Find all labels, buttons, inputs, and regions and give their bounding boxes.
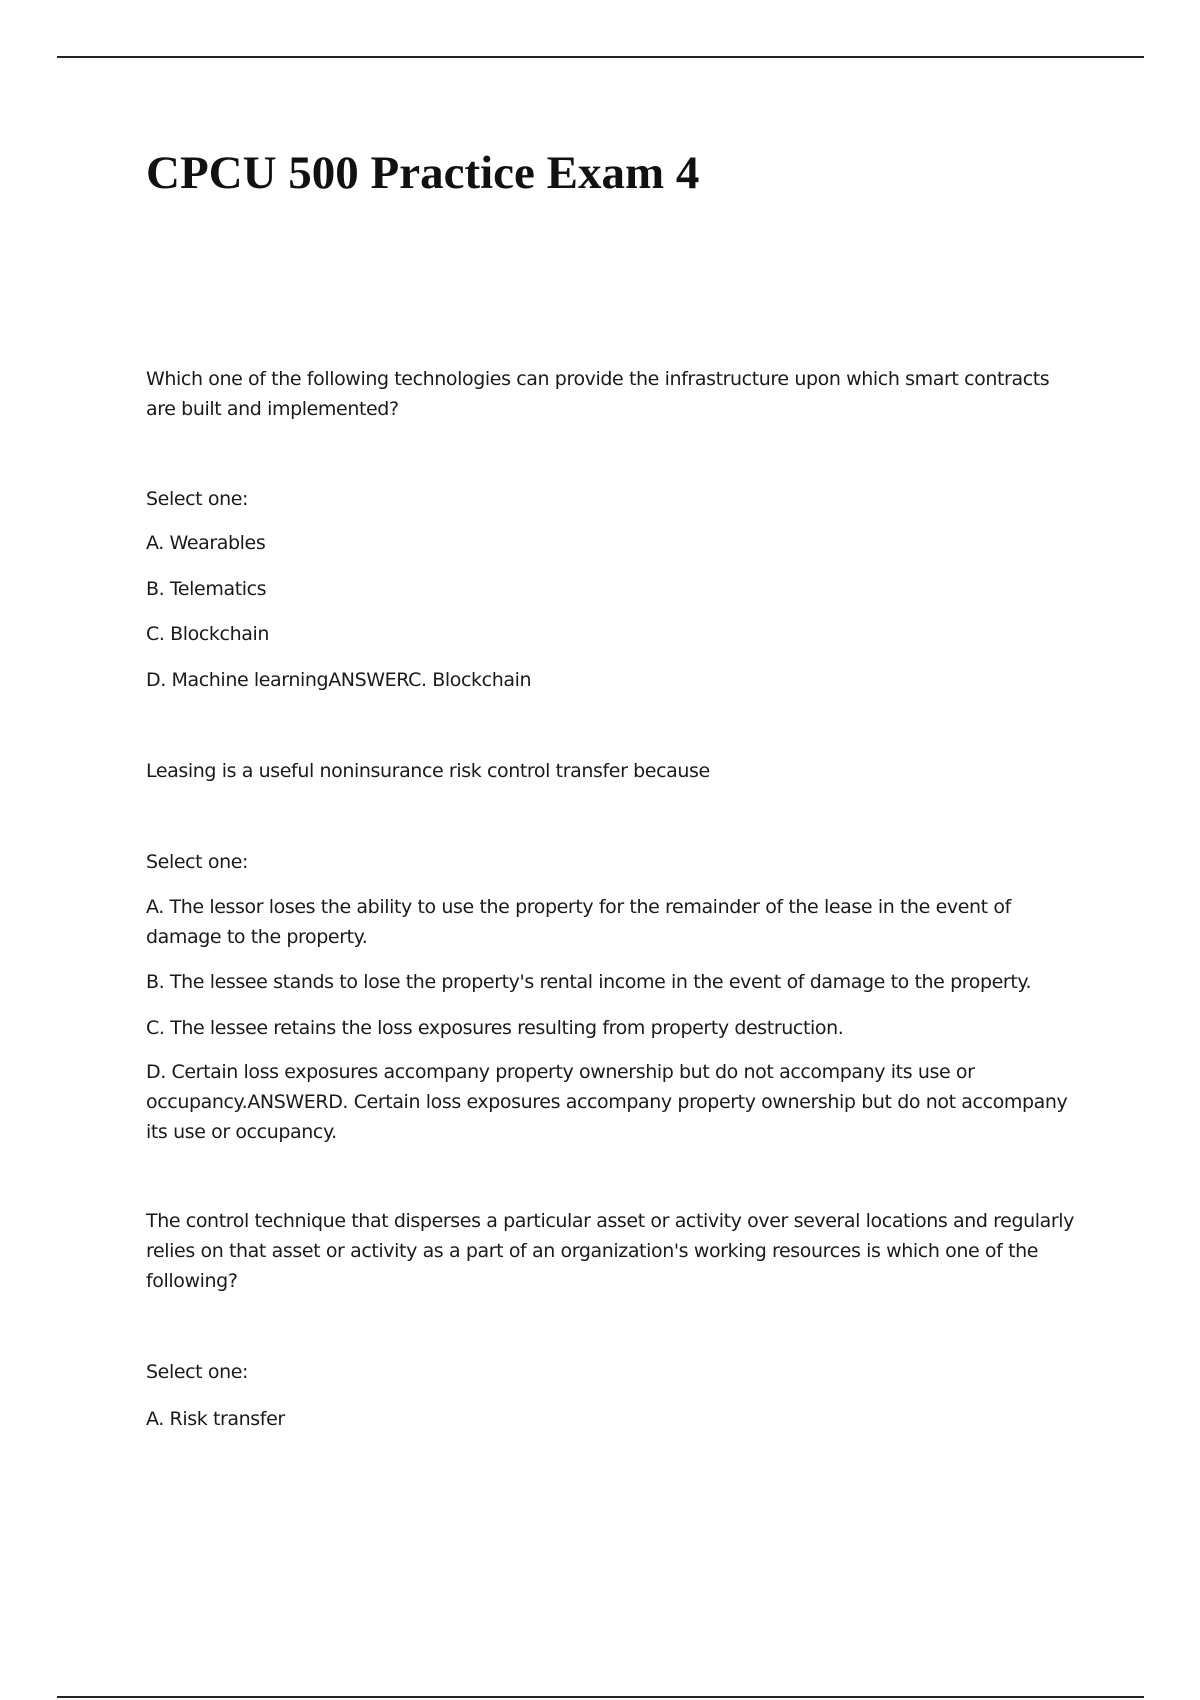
question-prompt: Leasing is a useful noninsurance risk control transfer because — [146, 760, 710, 782]
select-one-label: Select one: — [146, 1361, 249, 1383]
top-rule — [57, 56, 1144, 58]
question-2-option-a-row — [146, 892, 1076, 952]
question-prompt: The control technique that disperses a particular asset or activity over several locations and regularly relies on that asset or activity as a part of an organization's working resources is which one of the following? — [146, 1210, 1075, 1292]
select-one-label: Select one: — [146, 488, 249, 510]
option-item: C. Blockchain — [146, 623, 269, 645]
question-3-option-a-row — [146, 1404, 1076, 1434]
question-prompt: Which one of the following technologies can provide the infrastructure upon which smart contracts are built and implemented? — [146, 368, 1050, 420]
question-3 — [146, 1206, 1076, 1296]
question-1-option-a-row — [146, 528, 1076, 558]
question-1-option-d-row — [146, 665, 1076, 695]
question-2-option-d-row — [146, 1057, 1076, 1147]
bottom-rule — [57, 1696, 1144, 1698]
page-title: CPCU 500 Practice Exam 4 — [146, 147, 700, 199]
question-2 — [146, 756, 1076, 786]
question-1-select-label — [146, 484, 1076, 514]
option-item: B. Telematics — [146, 578, 267, 600]
option-item-with-answer: D. Certain loss exposures accompany property ownership but do not accompany its use or occupancy.ANSWERD. Certain loss exposures accompany property ownership but do not accompany its use or occupancy. — [146, 1061, 1068, 1143]
option-item: A. The lessor loses the ability to use the property for the remainder of the lease in the event of damage to the property. — [146, 896, 1011, 948]
question-1-option-b-row — [146, 574, 1076, 604]
option-item: C. The lessee retains the loss exposures resulting from property destruction. — [146, 1017, 844, 1039]
question-1 — [146, 364, 1076, 424]
question-2-select-label — [146, 847, 1076, 877]
option-item: A. Risk transfer — [146, 1408, 285, 1430]
question-2-option-b-row — [146, 967, 1076, 997]
option-item-with-answer: D. Machine learningANSWERC. Blockchain — [146, 669, 532, 691]
select-one-label: Select one: — [146, 851, 249, 873]
question-3-select-label — [146, 1357, 1076, 1387]
option-item: B. The lessee stands to lose the property's rental income in the event of damage to the property. — [146, 971, 1032, 993]
question-2-option-c-row — [146, 1013, 1076, 1043]
question-1-option-c-row — [146, 619, 1076, 649]
option-item: A. Wearables — [146, 532, 266, 554]
